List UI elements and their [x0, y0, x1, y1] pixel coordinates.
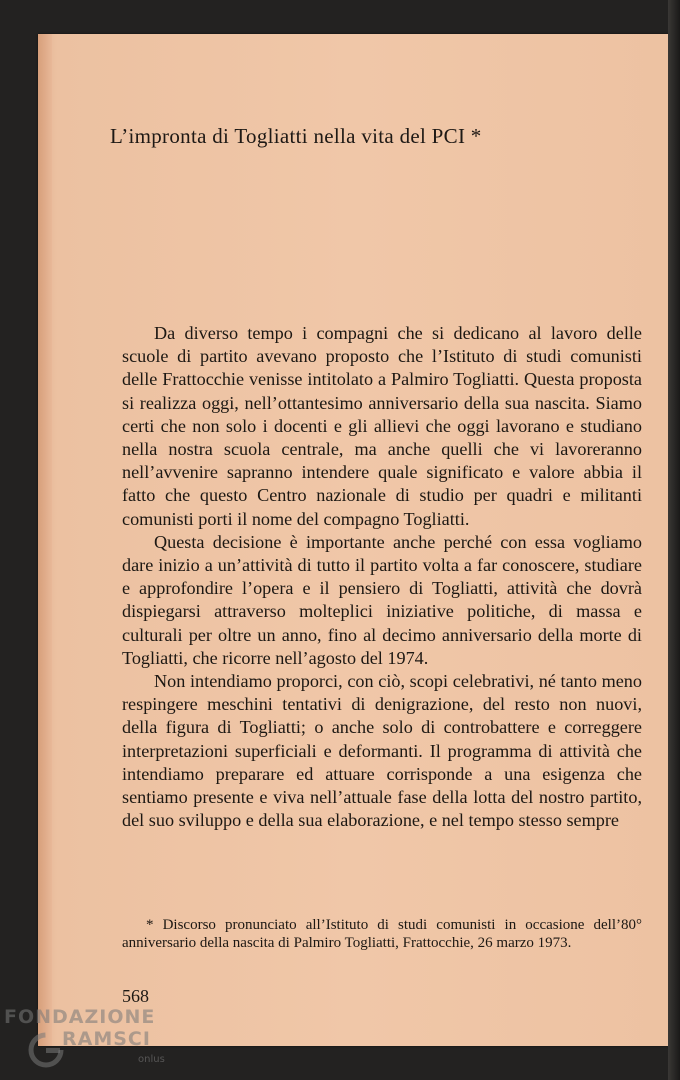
paragraph-2: Questa decisione è importante anche perché con essa vogliamo dare inizio a un’attività di tutto il partito volta a far conoscere, studiare e approfondire l’opera e il pensiero di Togliatti, attività che dovrà dispiegarsi attraverso molteplici iniziative politiche, di massa e culturali per oltre un anno, fino al decimo anniversario della morte di Togliatti, che ricorre nell’agosto del 1974. — [122, 531, 642, 668]
watermark-line1: FONDAZIONE — [4, 1006, 156, 1028]
chapter-title: L’impronta di Togliatti nella vita del PCI * — [110, 124, 482, 148]
watermark-suffix: onlus — [138, 1054, 165, 1065]
fondazione-logo-icon — [26, 1030, 66, 1070]
paragraph-3: Non intendiamo proporci, con ciò, scopi celebrativi, né tanto meno respingere meschini tentativi di denigrazione, del resto non nuovi, della figura di Togliatti; o anche solo di controbattere e correggere interpretazioni superficiali e deformanti. Il programma di attività che intendiamo preparare ed attuare corrisponde a una esigenza che sentiamo presente e viva nell’attuale fase della lotta del nostro partito, del suo sviluppo e della sua elaborazione, e nel tempo stesso sempre — [122, 671, 642, 831]
scan-border — [668, 0, 680, 1080]
watermark-line2: RAMSCI — [62, 1028, 151, 1050]
page-edge — [38, 34, 52, 1046]
paragraph-1: Da diverso tempo i compagni che si dedicano al lavoro delle scuole di partito avevano proposto che l’Istituto di studi comunisti delle Frattocchie venisse intitolato a Palmiro Togliatti. Questa proposta si realizza oggi, nell’ottantesimo anniversario della sua nascita. Siamo certi che non solo i docenti e gli allievi che oggi lavorano e studiano nella nostra scuola centrale, ma anche quelli che vi lavoreranno nell’avvenire sapranno intendere quale significato e valore abbia il fatto che questo Centro nazionale di studio per quadri e militanti comunisti porti il nome del compagno Togliatti. — [122, 323, 642, 529]
watermark — [4, 1006, 204, 1076]
page-number: 568 — [122, 986, 149, 1006]
body-text — [122, 322, 642, 832]
footnote: * Discorso pronunciato all’Istituto di studi comunisti in occasione dell’80° anniversario della nascita di Palmiro Togliatti, Frattocchie, 26 marzo 1973. — [122, 917, 642, 951]
